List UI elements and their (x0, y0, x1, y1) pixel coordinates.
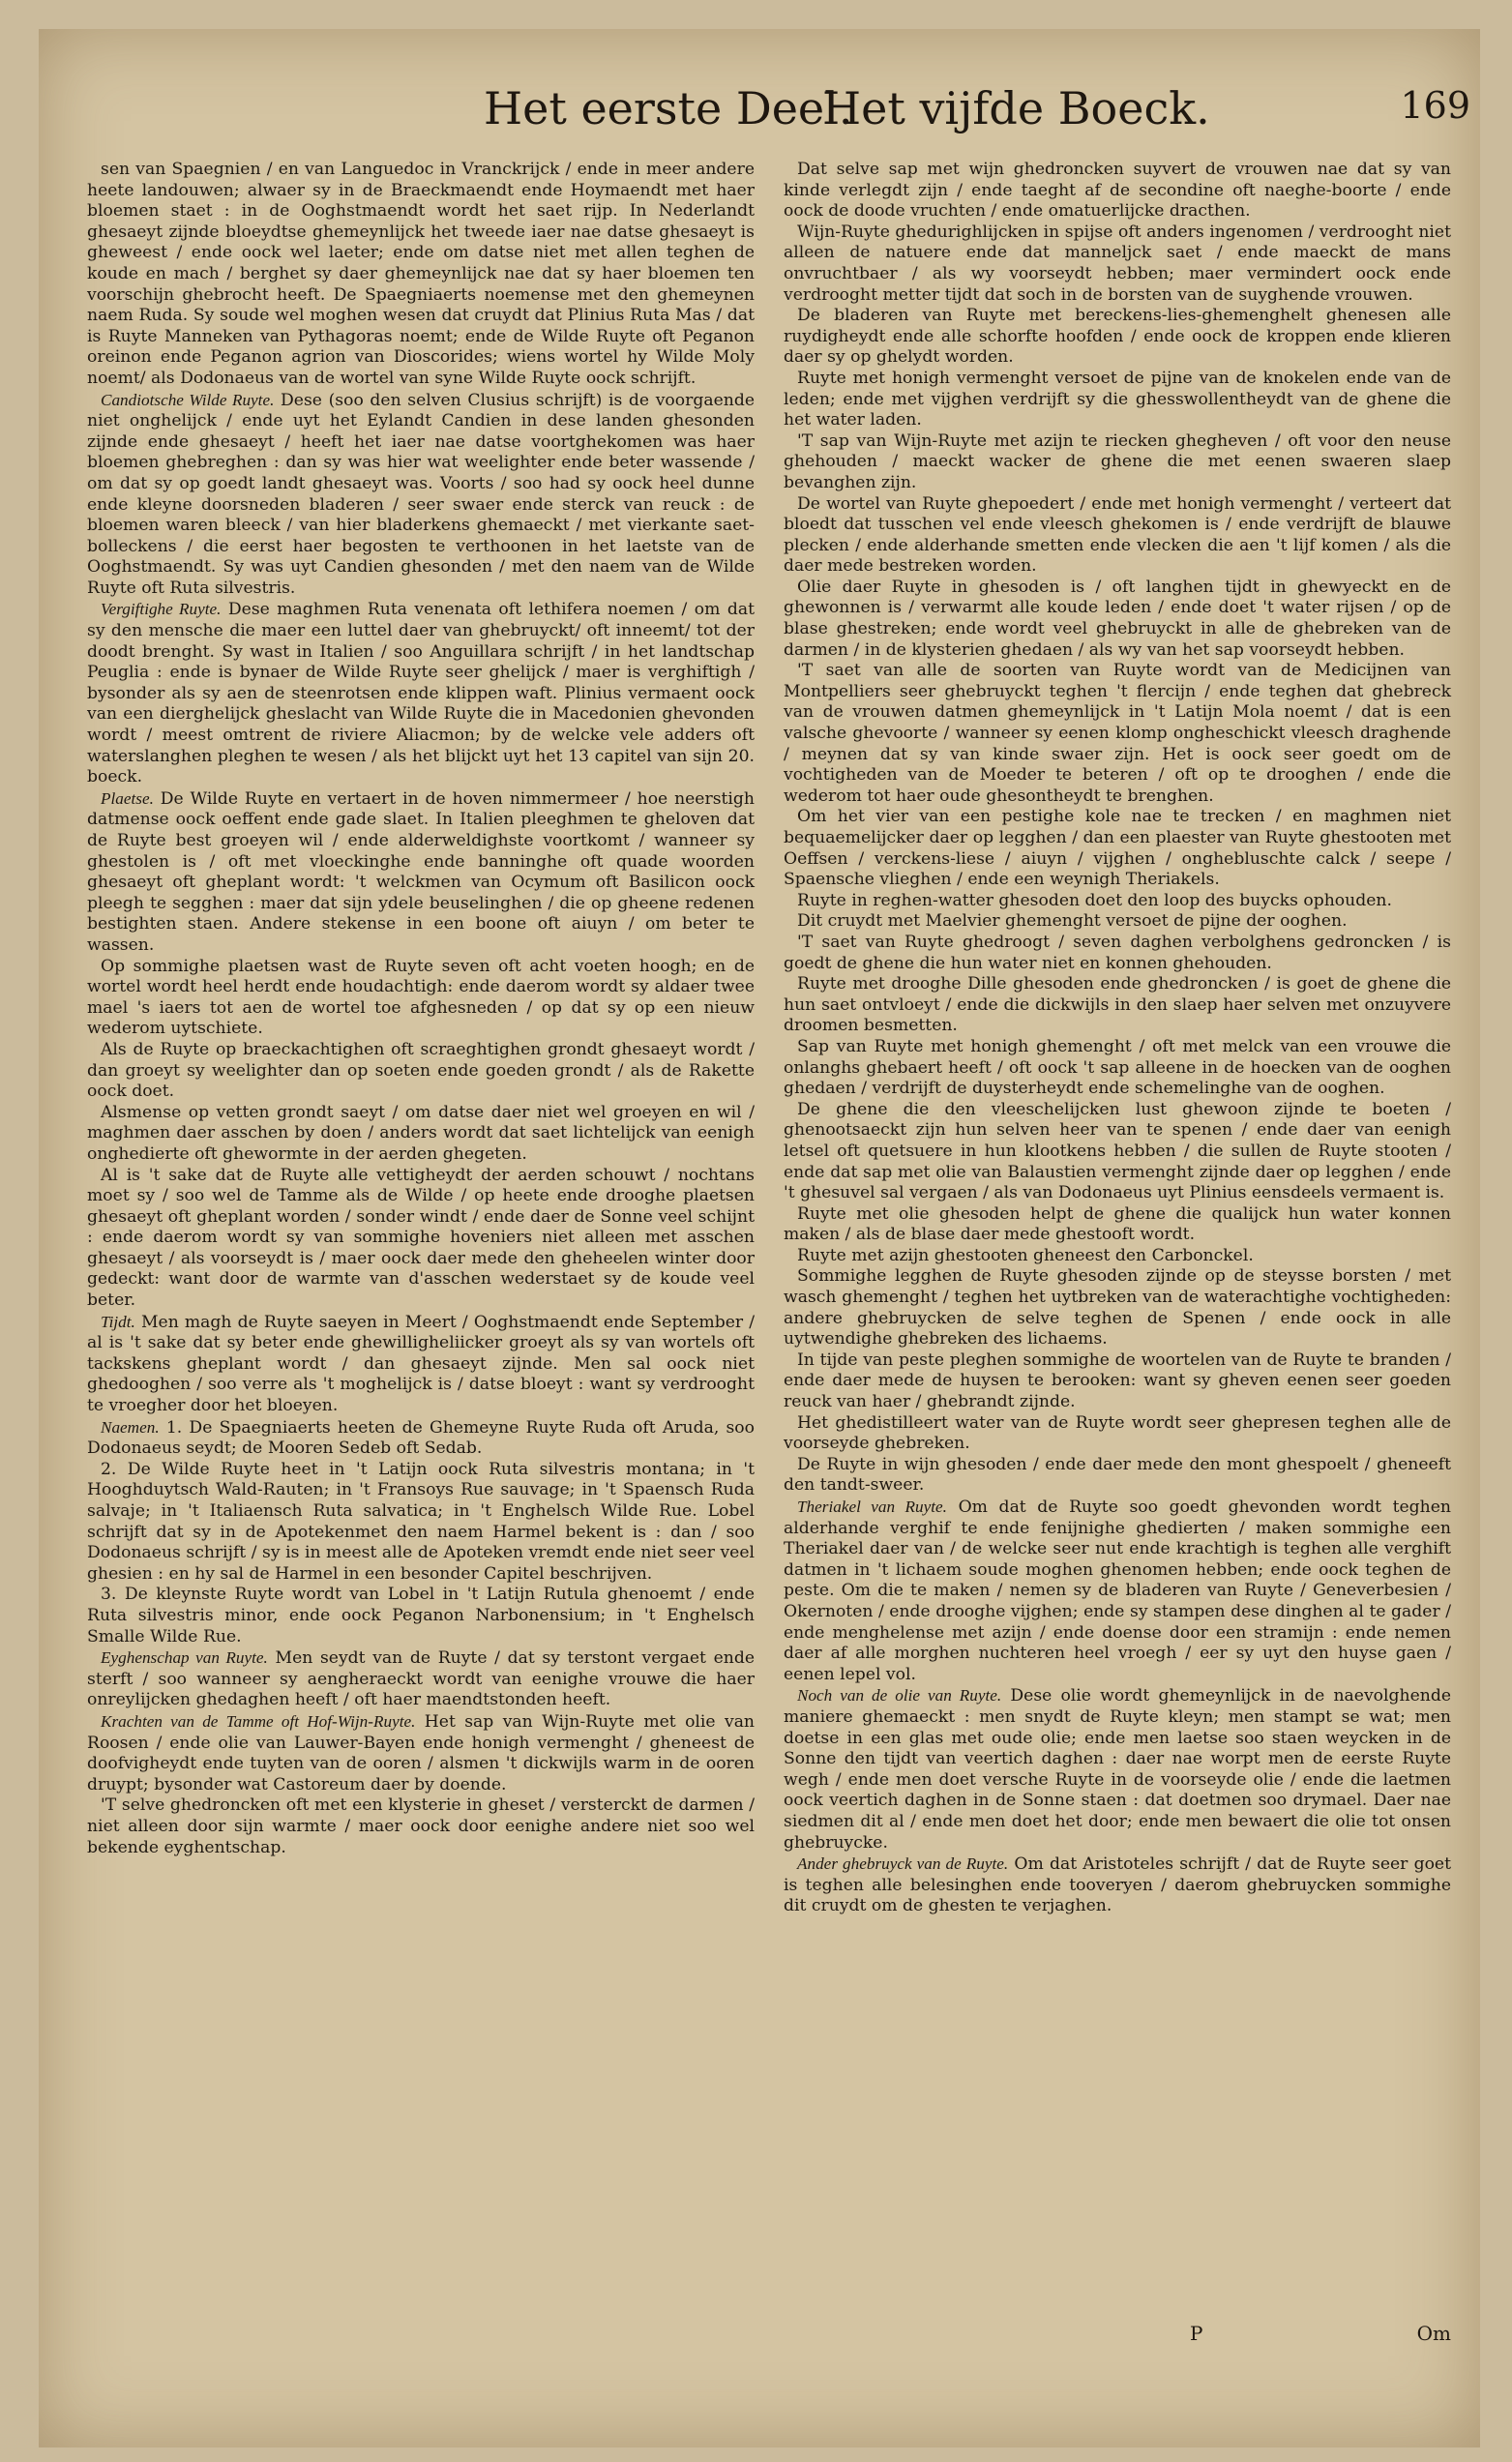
side-heading: Theriakel van Ruyte. (797, 1498, 947, 1516)
paragraph-text: Als de Ruyte op braeckachtighen oft scraeghtighen grondt ghesaeyt wordt / dan groeyt sy weelighter dan op soeten ende goeden grondt / als de Rakette oock doet. (87, 1039, 755, 1102)
side-heading: Noch van de olie van Ruyte. (797, 1686, 1002, 1706)
paragraph (87, 160, 755, 390)
paragraph-text: De Ruyte in wijn ghesoden / ende daer mede den mont ghespoelt / gheneeft den tandt-sweer. (784, 1454, 1451, 1496)
paragraph-text: 'T saet van Ruyte ghedroogt / seven daghen verbolghens gedroncken / is goedt de ghene die hun water niet en konnen ghehouden. (784, 932, 1451, 973)
page-footer (784, 2322, 1451, 2351)
side-heading: Naemen. (101, 1417, 160, 1437)
paragraph (784, 974, 1451, 1037)
paragraph-text: Ruyte met honigh vermenght versoet de pijne van de knokelen ende van de leden; ende met vijghen verdrijft sy die ghesswollentheydt van de ghene die het water laden. (784, 368, 1451, 430)
paragraph-text: Ruyte met drooghe Dille ghesoden ende ghedroncken / is goet de ghene die hun saet ontvloeyt / ende die dickwijls in den slaep haer selven met onzuyvere droomen besmetten. (784, 974, 1451, 1036)
paragraph-text: 'T saet van alle de soorten van Ruyte wordt van de Medicijnen van Montpelliers seer ghebruyckt teghen 't flercijn / ende teghen dat ghebreck van de vrouwen datmen ghemeynlijck in 't Latijn Mola noemt / dat is een valsche ghevoorte / wanneer sy eenen klomp ongheschickt vleesch draghende / meynen dat sy van kinde swaer zijn. Het is oock seer goedt om de vochtigheden van de Moeder te beteren / oft op te drooghen / ende die wederom tot haer oude ghesontheydt te brenghen. (784, 661, 1451, 806)
paragraph (784, 160, 1451, 222)
side-heading: Plaetse. (101, 788, 154, 808)
paragraph-text: Om het vier van een pestighe kole nae te trecken / en maghmen niet bequaemelijcker daer op legghen / dan een plaester van Ruyte ghestooten met Oeffsen / verckens-liese / aiuyn / vijghen / onghebluschte calck / seepe / Spaensche vlieghen / ende een weynigh Theriakels. (784, 807, 1451, 890)
paragraph-text: 'T selve ghedroncken oft met een klysterie in gheset / versterckt de darmen / niet alleen door sijn warmte / maer oock door eenighe andere niet soo wel bekende eyghentschap. (87, 1795, 755, 1857)
paragraph (784, 578, 1451, 661)
paragraph-text: 'T sap van Wijn-Ruyte met azijn te riecken ghegheven / oft voor den neuse ghehouden / maeckt wacker de ghene die met eenen swaeren slaep bevanghen zijn. (784, 430, 1451, 492)
paragraph-text: Om dat de Ruyte soo goedt ghevonden wordt teghen alderhande verghif te ende fenijnighe ghedierten / maken sommighe een Theriakel daer van / de welcke seer nut ende krachtigh is teghen alle verghift datmen in 't lichaem soude moghen ghenomen hebben; ende oock teghen de peste. Om die te maken / nemen sy de bladeren van Ruyte / Geneverbesien / Okernoten / ende drooghe vijghen; ende sy stampen dese dinghen al te gader / ende menghelense met azijn / ende doense door een stramijn : ende nemen daer af alle morghen nuchteren heel vroegh / eer sy uyt den huyse gaen / eenen lepel vol. (784, 1498, 1451, 1684)
paragraph-text: Men magh de Ruyte saeyen in Meert / Ooghstmaendt ende September / al is 't sake dat sy beter ende ghewilligheliicker groeyt als sy van wortels oft tackskens gheplant wordt / dan ghesaeyt zijnde. Men sal oock niet ghedooghen / soo verre als 't moghelijck is / datse bloeyt : want sy verdrooght te vroegher door het bloeyen. (87, 1312, 755, 1416)
paragraph-text: Dese maghmen Ruta venenata oft lethifera noemen / om dat sy den mensche die maer een luttel daer van ghebruyckt/ oft inneemt/ tot der doodt brenght. Sy wast in Italien / soo Anguillara schrijft / in het landtschap Peuglia : ende is bynaer de Wilde Ruyte seer ghelijck / maer is verghiftigh / bysonder als sy aen de steenrotsen ende klippen waft. Plinius vermaent oock van een dierghelijck gheslacht van Wilde Ruyte die in Macedonien ghevonden wordt / meest omtrent de riviere Aliacmon; by de welcke vele adders oft waterslanghen pleghen te wesen / als het blijckt uyt het 13 capitel van sijn 20. boeck. (87, 600, 755, 787)
paragraph (784, 1037, 1451, 1100)
paragraph-text: Dese (soo den selven Clusius schrijft) is de voorgaende niet onghelijck / ende uyt het Eylandt Candien in dese landen ghesonden zijnde ende ghesaeyt / heeft het iaer nae datse voortghekomen was haer bloemen ghebreghen : dan sy was hier wat weelighter ende beter wassende / om dat sy op goedt landt ghesaeyt was. Voorts / soo had sy oock heel dunne ende kleyne doorsneden bladeren / seer swaer ende sterck van reuck : de bloemen waren bleeck / van hier bladerkens ghemaeckt / met vierkante saet-bolleckens / die eerst haer begosten te verthoonen in het laetste van de Ooghstmaendt. Sy was uyt Candien ghesonden / met den naem van de Wilde Ruyte oft Ruta silvestris. (87, 390, 755, 598)
paragraph (87, 788, 755, 957)
catchword: Om (1416, 2322, 1451, 2345)
paragraph-text: Sap van Ruyte met honigh ghemenght / oft met melck van een vrouwe die onlanghs ghebaert heeft / oft oock 't sap alleene in de hoecken van de ooghen ghedaen / verdrijft de duysterheydt ende schemelinghe van de ooghen. (784, 1036, 1451, 1099)
paragraph (87, 1040, 755, 1103)
paragraph (784, 1204, 1451, 1246)
paragraph-text: In tijde van peste pleghen sommighe de woortelen van de Ruyte te branden / ende daer mede de huysen te berooken: want sy gheven eenen seer goeden reuck van haer / ghebrandt zijnde. (784, 1350, 1451, 1412)
paragraph (87, 957, 755, 1040)
paragraph (784, 222, 1451, 306)
side-heading: Ander ghebruyck van de Ruyte. (797, 1854, 1009, 1874)
paragraph-text: De bladeren van Ruyte met bereckens-lies-ghemenghelt ghenesen alle ruydigheydt ende alle schorfte hoofden / ende oock de kroppen ende klieren daer sy op ghelydt worden. (784, 306, 1451, 368)
paragraph-text: 3. De kleynste Ruyte wordt van Lobel in 't Latijn Rutula ghenoemt / ende Ruta silvestris minor, ende oock Peganon Narbonensium; in 't Enghelsch Smalle Wilde Rue. (87, 1585, 755, 1646)
right-text-column (784, 160, 1451, 1917)
paragraph-text: Om dat Aristoteles schrijft / dat de Ruyte seer goet is teghen alle belesinghen ende tooveryen / daerom ghebruycken sommighe dit cruydt om de ghesten te verjaghen. (784, 1854, 1452, 1916)
paragraph (87, 599, 755, 787)
paragraph (784, 1455, 1451, 1497)
paragraph-text: 1. De Spaegniaerts heeten de Ghemeyne Ruyte Ruda oft Aruda, soo Dodonaeus seydt; de Mooren Sedeb oft Sedab. (87, 1417, 755, 1459)
book-page (39, 29, 1480, 2447)
paragraph-text: Olie daer Ruyte in ghesoden is / oft langhen tijdt in ghewyeckt en de ghewonnen is / verwarmt alle koude leden / ende doet 't water rijsen / op de blase ghestreken; ende wordt veel ghebruyckt in alle de ghebreken van de darmen / in de klysterien ghedaen / als wy van het sap voorseydt hebben. (784, 577, 1451, 660)
paragraph (784, 1497, 1451, 1685)
paragraph (784, 1350, 1451, 1413)
paragraph (784, 1854, 1451, 1917)
paragraph-text: Ruyte met olie ghesoden helpt de ghene die qualijck hun water konnen maken / als de blase daer mede ghestooft wordt. (784, 1203, 1451, 1245)
paragraph-text: Het ghedistilleert water van de Ruyte wordt seer ghepresen teghen alle de voorseyde ghebreken. (784, 1412, 1451, 1454)
side-heading: Candiotsche Wilde Ruyte. (101, 390, 275, 409)
paragraph-text: Wijn-Ruyte ghedurighlijcken in spijse oft anders ingenomen / verdrooght niet alleen de natuere ende dat manneljck saet / ende maeckt de mans onvruchtbaer / als wy voorseydt hebben; maer vermindert oock ende verdrooght metter tijdt dat soch in de borsten van de suyghende vrouwen. (784, 222, 1451, 305)
paragraph (87, 1647, 755, 1711)
paragraph-text: sen van Spaegnien / en van Languedoc in Vranckrijck / ende in meer andere heete landouwen; alwaer sy in de Braeckmaendt ende Hoymaendt met haer bloemen staet : in de Ooghstmaendt wordt het saet rijp. In Nederlandt ghesaeyt zijnde bloeydtse ghemeynlijck het tweede iaer nae datse ghesaeyt is gheweest / ende oock wel laeter; ende om datse niet met allen teghen de koude en mach / berghet sy daer ghemeynlijck nae dat sy haer bloemen ten voorschijn ghebrocht heeft. De Spaegniaerts noemense met den ghemeynen naem Ruda. Sy soude wel moghen wesen dat cruydt dat Plinius Ruta Mas / dat is Ruyte Manneken van Pythagoras noemt; ende de Wilde Ruyte oft Peganon oreinon ende Peganon agrion van Dioscorides; wiens wortel hy Wilde Moly noemt/ als Dodonaeus van de wortel van syne Wilde Ruyte oock schrijft. (87, 160, 755, 388)
paragraph (87, 1711, 755, 1795)
paragraph-text: Sommighe legghen de Ruyte ghesoden zijnde op de steysse borsten / met wasch ghemenght / teghen het uytbreken van de waterachtighe vochtigheden: andere ghebruycken de selve teghen de Spenen / ende oock in alle uytwendighe ghebreken des lichaems. (784, 1266, 1451, 1350)
paragraph-text: De ghene die den vleeschelijcken lust ghewoon zijnde te boeten / ghenootsaeckt zijn hun selven heer van te spenen / ende daer van eenigh letsel oft quetsuere in hun klootkens hebben / die sullen de Ruyte stooten / ende dat sap met olie van Balaustien vermenght zijnde daer op legghen / ende 't ghesuvel sal vergaen / als van Dodonaeus uyt Plinius eensdeels vermaent is. (784, 1099, 1451, 1203)
paragraph-text: Alsmense op vetten grondt saeyt / om datse daer niet wel groeyen en wil / maghmen daer asschen by doen / anders wordt dat saet lichtelijck van eenigh onghedierte oft ghewormte in der aerden ghegeten. (87, 1102, 755, 1164)
paragraph (784, 661, 1451, 807)
paragraph (784, 1100, 1451, 1204)
paragraph (87, 1417, 755, 1460)
paragraph (784, 807, 1451, 890)
paragraph (784, 933, 1451, 974)
paragraph (784, 1685, 1451, 1854)
book-title: Het vijfde Boeck. (822, 82, 1210, 134)
side-heading: Krachten van de Tamme oft Hof-Wijn-Ruyte. (101, 1711, 416, 1731)
paragraph-text: De Wilde Ruyte en vertaert in de hoven nimmermeer / hoe neerstigh datmense oock oeffent ende gade slaet. In Italien pleeghmen te gheloven dat de Ruyte best groeyen wil / ende alderweldighste voortkomt / wanneer sy ghestolen is / oft met vloeckinghe ende banninghe oft quade woorden ghesaeyt oft gheplant wordt: 't welckmen van Ocymum oft Basilicon oock pleegh te segghen : maer dat sijn ydele beuselinghen / die op gheene redenen bestighten staen. Andere stekense in een boone oft aiuyn / om beter te wassen. (87, 788, 755, 955)
paragraph-text: De wortel van Ruyte ghepoedert / ende met honigh vermenght / verteert dat bloedt dat tusschen vel ende vleesch ghekomen is / ende verdrijft de blauwe plecken / ende alderhande smetten ende vlecken die aen 't lijf komen / als die daer mede bestreken worden. (784, 493, 1451, 577)
side-heading: Vergiftighe Ruyte. (101, 600, 222, 619)
paragraph-text: Op sommighe plaetsen wast de Ruyte seven oft acht voeten hoogh; en de wortel wordt heel herdt ende houdachtigh: ende daerom wordt sy aldaer twee mael 's iaers tot aen de wortel toe afghesneden / op dat sy op een nieuw wederom uytschiete. (87, 956, 755, 1039)
paragraph (784, 369, 1451, 431)
paragraph (784, 431, 1451, 494)
paragraph (87, 1460, 755, 1586)
paragraph-text: Het sap van Wijn-Ruyte met olie van Roosen / ende olie van Lauwer-Bayen ende honigh vermenght / gheneest de doofvigheydt ende tuyten van de ooren / alsmen 't dickwijls warm in de ooren druypt; bysonder wat Castoreum daer by doende. (87, 1711, 756, 1795)
paragraph (87, 1312, 755, 1417)
paragraph (87, 1166, 755, 1312)
paragraph-text: Dat selve sap met wijn ghedroncken suyvert de vrouwen nae dat sy van kinde verlegdt zijn / ende taeght af de secondine oft naeghe-boorte / ende oock de doode vruchten / ende omatuerlijcke dracthen. (784, 160, 1451, 222)
side-heading: Tijdt. (101, 1312, 135, 1331)
paragraph (784, 1413, 1451, 1455)
paragraph-text: Al is 't sake dat de Ruyte alle vettigheydt der aerden schouwt / nochtans moet sy / soo wel de Tamme als de Wilde / op heete ende drooghe plaetsen ghesaeyt oft gheplant worden / sonder windt / ende daer de Sonne veel schijnt : ende daerom wordt sy van sommighe hoveniers niet alleen met asschen ghesaeyt / als voorseydt is / maer oock daer mede den gheheelen winter door gedeckt: want door de warmte van d'asschen wederstaet sy de koude veel beter. (87, 1165, 755, 1311)
running-header (484, 82, 1470, 160)
paragraph (784, 891, 1451, 912)
side-heading: Eyghenschap van Ruyte. (101, 1648, 268, 1668)
paragraph-text: Men seydt van de Ruyte / dat sy terstont vergaet ende sterft / soo wanneer sy aengheraeckt wordt van eenighe vrouwe die haer onreylijcken ghedaghen heeft / oft haer maendtstonden heeft. (87, 1648, 756, 1710)
paragraph (87, 1585, 755, 1647)
left-text-column (87, 160, 755, 1858)
signature-mark: P (1190, 2322, 1203, 2345)
paragraph (87, 390, 755, 600)
paragraph-text: Dese olie wordt ghemeynlijck in de naevolghende maniere ghemaeckt : men snydt de Ruyte kleyn; men stampt se wat; men doetse in een glas met oude olie; ende men laetse soo staen weycken in de Sonne den tijdt van veertich daghen : daer nae worpt men de eerste Ruyte wegh / ende men doet versche Ruyte in de voorseyde olie / ende die laetmen oock veertich daghen in de Sonne staen : dat doetmen soo drymael. Daer nae siedmen dit al / ende men doet het door; ende men bewaert die olie tot onsen ghebruycke. (784, 1686, 1451, 1853)
paragraph-text: Dit cruydt met Maelvier ghemenght versoet de pijne der ooghen. (797, 911, 1348, 932)
paragraph (784, 494, 1451, 578)
paragraph-text: Ruyte met azijn ghestooten gheneest den Carbonckel. (797, 1245, 1254, 1265)
paragraph-text: 2. De Wilde Ruyte heet in 't Latijn oock Ruta silvestris montana; in 't Hooghduytsch Wald-Rauten; in 't Fransoys Rue sauvage; in 't Spaensch Ruda salvaje; in 't Italiaensch Ruta salvatica; in 't Enghelsch Wilde Rue. Lobel schrijft dat sy in de Apotekenmet den naem Harmel bekent is : dan / soo Dodonaeus schrijft / sy is in meest alle de Apoteken vremdt ende niet seer veel ghesien : en hy sal de Harmel in een besonder Capitel beschrijven. (87, 1459, 755, 1584)
paragraph (87, 1103, 755, 1166)
paragraph (784, 911, 1451, 933)
paragraph (87, 1795, 755, 1858)
part-title: Het eerste Deel. (484, 82, 853, 134)
paragraph (784, 306, 1451, 369)
page-number: 169 (1400, 84, 1470, 127)
paragraph (784, 1266, 1451, 1350)
paragraph (784, 1246, 1451, 1267)
paragraph-text: Ruyte in reghen-watter ghesoden doet den loop des buycks ophouden. (797, 890, 1392, 910)
